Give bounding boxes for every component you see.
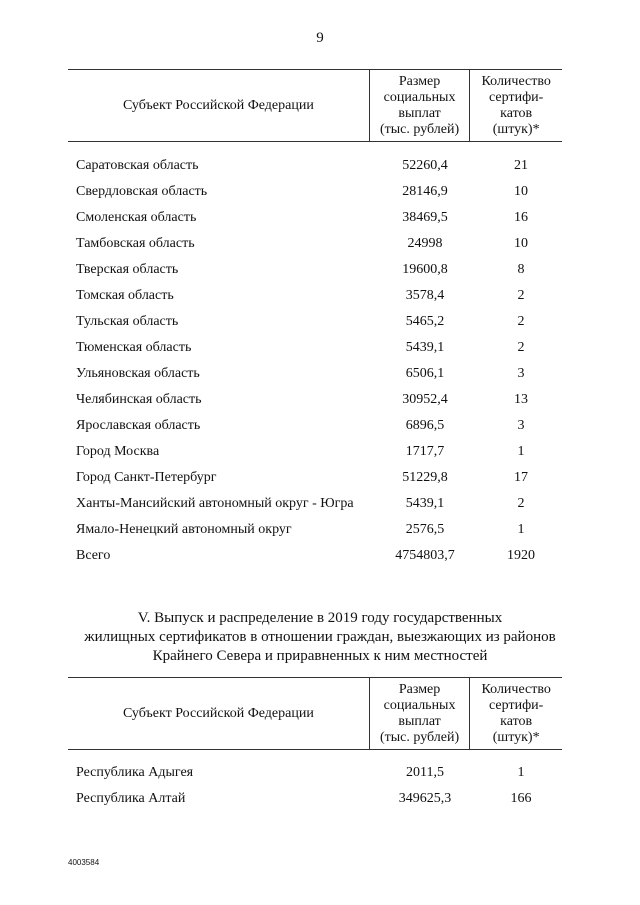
cell-payment: 19600,8	[402, 262, 448, 277]
cell-subject: Республика Адыгея	[76, 765, 194, 780]
cell-subject: Республика Алтай	[76, 791, 186, 806]
table-header	[68, 69, 562, 142]
table-row	[68, 339, 562, 356]
cell-count: 3	[517, 418, 525, 433]
table-row	[68, 764, 562, 781]
cell-payment: 52260,4	[402, 158, 448, 173]
table-row	[68, 313, 562, 330]
table-row	[68, 235, 562, 252]
cell-payment: 1717,7	[405, 444, 445, 459]
cell-count: 13	[514, 392, 528, 407]
cell-subject: Тверская область	[76, 262, 179, 277]
cell-payment: 24998	[407, 236, 443, 251]
table-row	[68, 183, 562, 200]
cell-payment: 6896,5	[405, 418, 445, 433]
table-row	[68, 287, 562, 304]
cell-payment: 30952,4	[402, 392, 448, 407]
cell-count: 1	[517, 522, 525, 537]
cell-payment: 3578,4	[405, 288, 445, 303]
table-row-total	[68, 547, 562, 564]
cell-count: 10	[514, 236, 528, 251]
cell-count: 16	[514, 210, 528, 225]
table-row	[68, 261, 562, 278]
cell-payment: 38469,5	[402, 210, 448, 225]
table-row	[68, 443, 562, 460]
table-row	[68, 790, 562, 807]
cell-subject: Челябинская область	[76, 392, 202, 407]
cell-subject: Ханты-Мансийский автономный округ - Югра	[76, 496, 354, 511]
table-2018-distribution	[68, 69, 562, 573]
cell-payment: 349625,3	[398, 791, 452, 806]
cell-subject: Всего	[76, 548, 111, 563]
cell-payment: 51229,8	[402, 470, 448, 485]
table-row	[68, 417, 562, 434]
cell-count: 2	[517, 288, 525, 303]
table-2019-distribution	[68, 677, 562, 816]
section-title: V. Выпуск и распределение в 2019 году государственных жилищных сертификатов в отношении граждан, выезжающих из районов Крайнего Севера и приравненных к ним местностей	[84, 610, 556, 664]
cell-payment: 5439,1	[405, 496, 445, 511]
cell-count: 1	[517, 444, 525, 459]
cell-count: 8	[517, 262, 525, 277]
table-row	[68, 209, 562, 226]
table-row	[68, 469, 562, 486]
cell-subject: Тюменская область	[76, 340, 192, 355]
header-subject: Субъект Российской Федерации	[122, 705, 314, 721]
table-row	[68, 521, 562, 538]
table-header	[68, 677, 562, 750]
cell-count: 17	[514, 470, 528, 485]
cell-subject: Ярославская область	[76, 418, 201, 433]
table-row	[68, 157, 562, 174]
cell-subject: Смоленская область	[76, 210, 197, 225]
table-row	[68, 365, 562, 382]
cell-payment: 28146,9	[402, 184, 448, 199]
document-code: 4003584	[68, 858, 100, 867]
cell-subject: Тульская область	[76, 314, 179, 329]
table-body	[68, 764, 562, 807]
header-count: Количество сертифи- катов (штук)*	[469, 678, 562, 749]
cell-count: 3	[517, 366, 525, 381]
table-row	[68, 391, 562, 408]
cell-count: 166	[510, 791, 532, 806]
cell-count: 1	[517, 765, 525, 780]
cell-count: 21	[514, 158, 528, 173]
header-count: Количество сертифи- катов (штук)*	[469, 70, 562, 141]
cell-subject: Город Санкт-Петербург	[76, 470, 217, 485]
table-row	[68, 495, 562, 512]
cell-subject: Ямало-Ненецкий автономный округ	[76, 522, 292, 537]
cell-count: 1920	[507, 548, 535, 563]
cell-payment: 5465,2	[405, 314, 445, 329]
cell-subject: Тамбовская область	[76, 236, 195, 251]
cell-count: 2	[517, 314, 525, 329]
cell-payment: 6506,1	[405, 366, 445, 381]
cell-subject: Томская область	[76, 288, 174, 303]
cell-payment: 2011,5	[406, 765, 444, 780]
table-body	[68, 157, 562, 564]
cell-payment: 4754803,7	[395, 548, 455, 563]
cell-count: 2	[517, 496, 525, 511]
header-payment: Размер социальных выплат (тыс. рублей)	[369, 678, 470, 749]
cell-payment: 2576,5	[405, 522, 445, 537]
cell-subject: Свердловская область	[76, 184, 208, 199]
cell-subject: Ульяновская область	[76, 366, 200, 381]
cell-payment: 5439,1	[405, 340, 445, 355]
header-subject: Субъект Российской Федерации	[122, 97, 314, 113]
cell-count: 2	[517, 340, 525, 355]
cell-subject: Город Москва	[76, 444, 160, 459]
page-number: 9	[316, 30, 324, 46]
header-payment: Размер социальных выплат (тыс. рублей)	[369, 70, 470, 141]
cell-count: 10	[514, 184, 528, 199]
cell-subject: Саратовская область	[76, 158, 199, 173]
